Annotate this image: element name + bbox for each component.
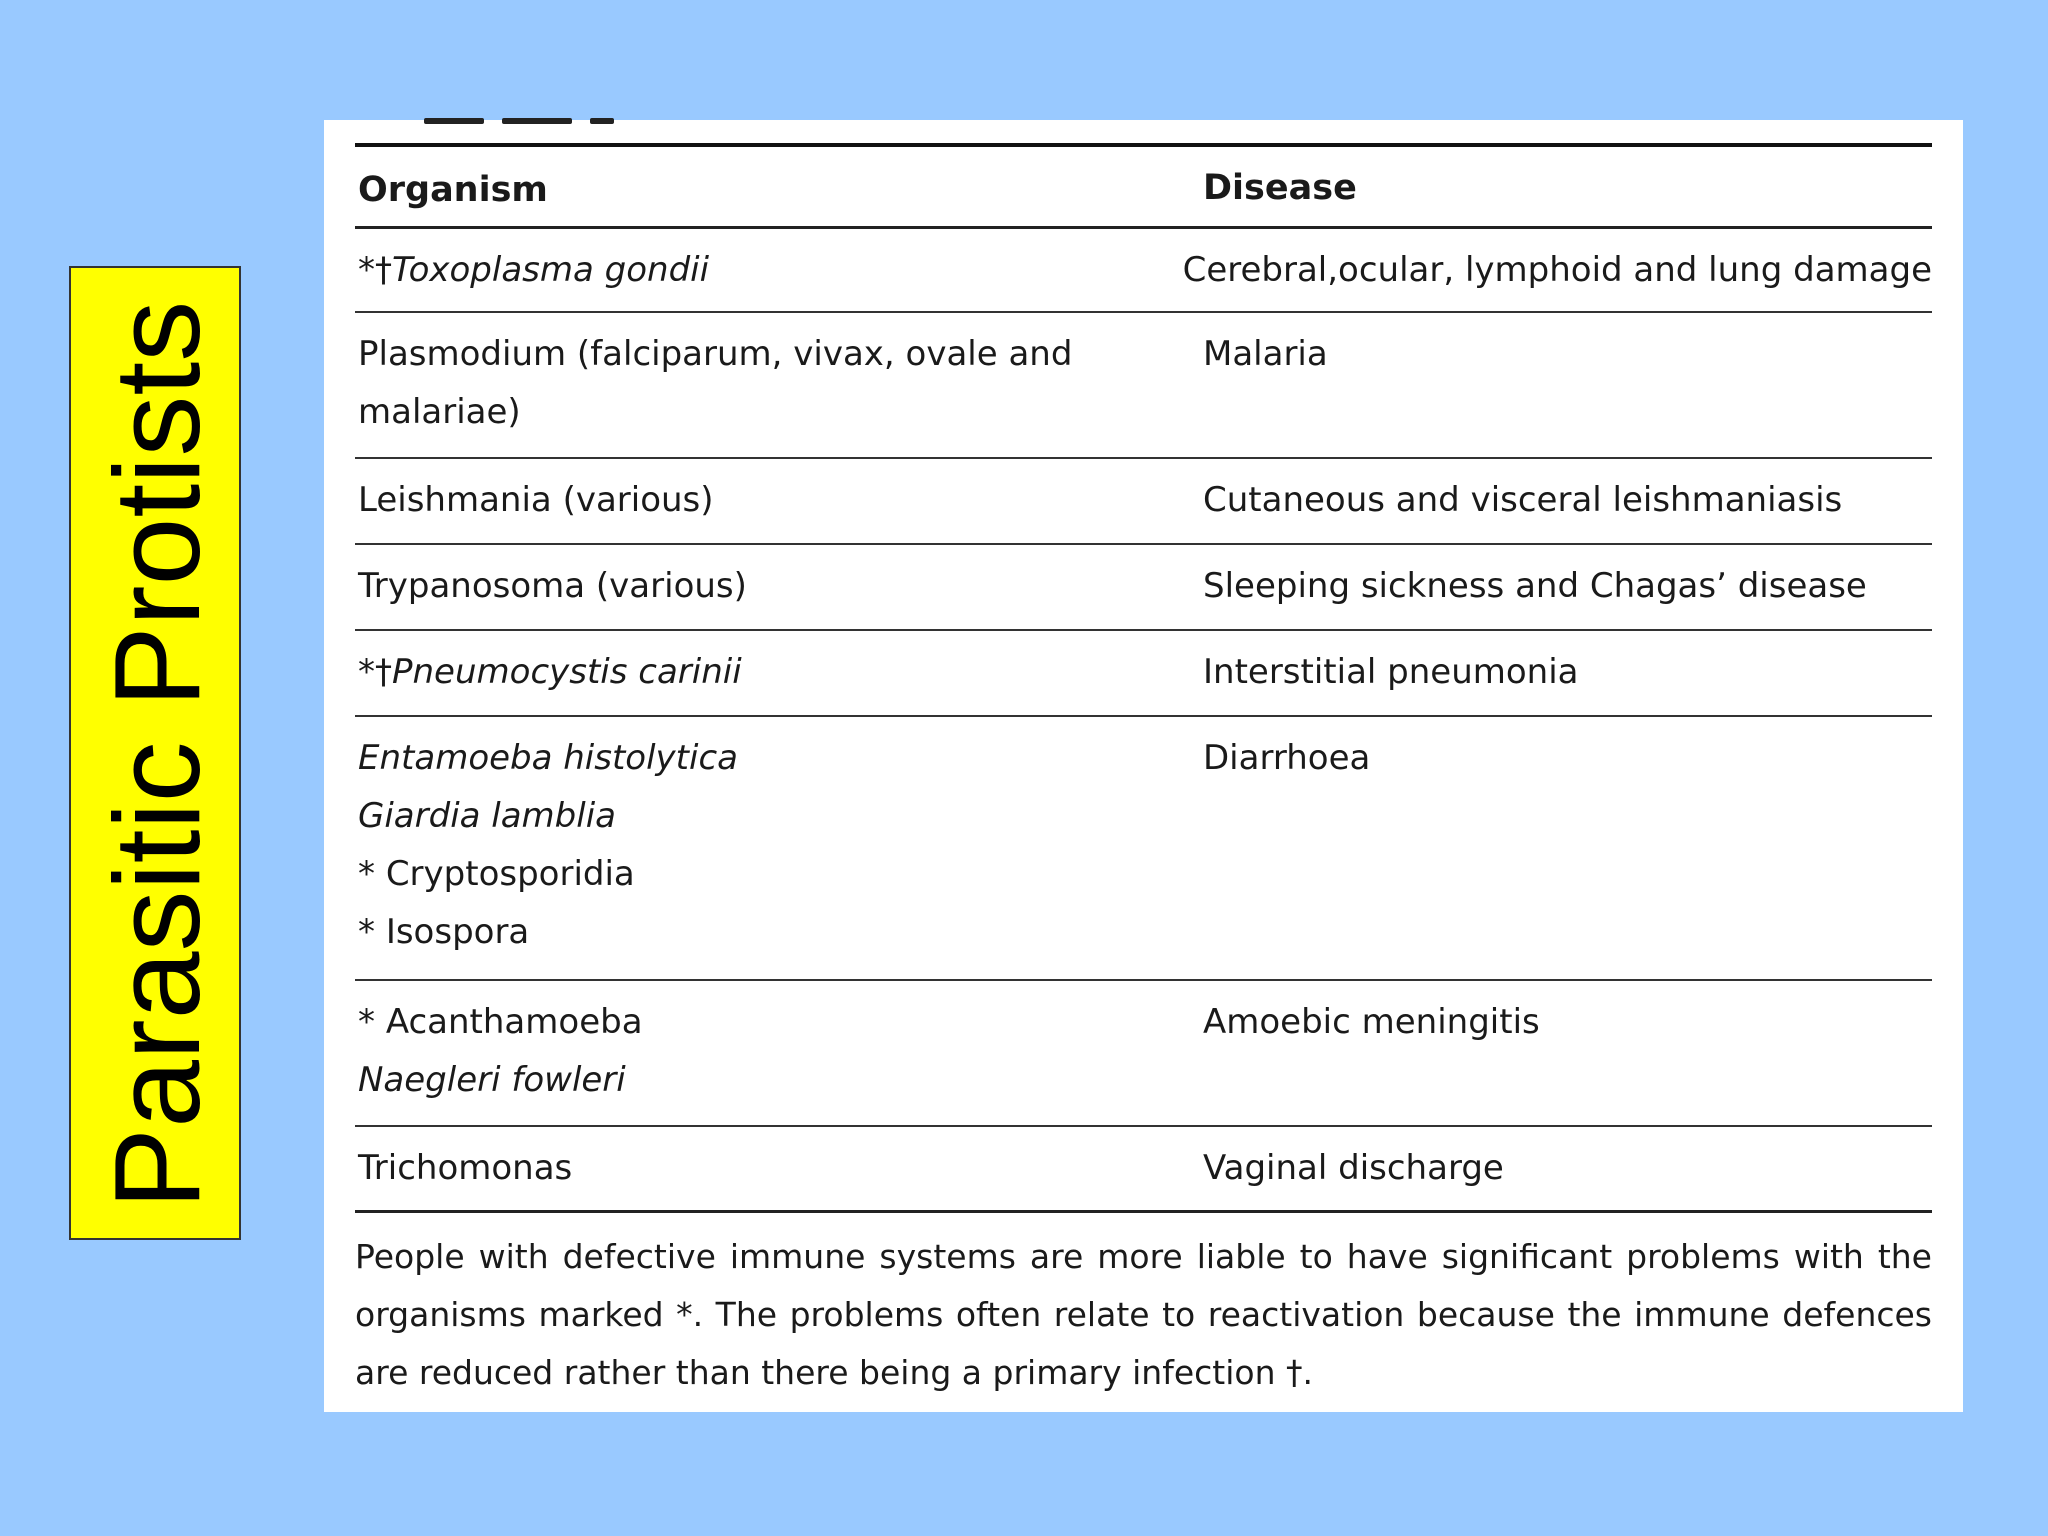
organism-cell: [355, 643, 1203, 715]
organism-name: Toxoplasma gondii: [392, 250, 710, 290]
marker-symbol: *: [358, 912, 386, 952]
organism-name: Giardia lamblia: [358, 796, 616, 836]
organism-disease-table: [355, 143, 1932, 1213]
organism-name: Isospora: [385, 912, 530, 952]
organism-line: [358, 325, 1203, 383]
organism-name: Naegleri fowleri: [358, 1060, 626, 1100]
marker-symbol: *†: [358, 652, 392, 692]
table-row: [355, 631, 1932, 717]
organism-name: malariae): [358, 392, 521, 432]
organism-name: Trichomonas: [358, 1148, 573, 1188]
organism-line: [358, 643, 1203, 701]
table-row: [355, 545, 1932, 631]
header-organism: Organism: [358, 169, 548, 210]
slide-title-box: [69, 266, 241, 1240]
organism-cell: [355, 1139, 1203, 1210]
organism-line: [358, 383, 1203, 441]
table-row: [355, 313, 1932, 459]
organism-line: [358, 557, 1203, 615]
slide-title: Parasitic Protists: [89, 300, 225, 1210]
organism-cell: [355, 471, 1203, 543]
disease-cell: Amoebic meningitis: [1203, 1002, 1540, 1042]
cropped-text-remnant: [424, 102, 664, 124]
organism-line: [358, 787, 1203, 845]
table-row: [355, 717, 1932, 981]
scanned-table-sheet: [324, 120, 1963, 1412]
table-row: [355, 981, 1932, 1127]
organism-name: Plasmodium (falciparum, vivax, ovale and: [358, 334, 1073, 374]
marker-symbol: *†: [358, 250, 392, 290]
organism-line: [358, 1139, 1203, 1197]
organism-line: [358, 729, 1203, 787]
organism-name: Pneumocystis carinii: [392, 652, 742, 692]
organism-name: Trypanosoma (various): [358, 566, 747, 606]
disease-cell: Diarrhoea: [1203, 738, 1371, 778]
disease-cell: Vaginal discharge: [1203, 1148, 1504, 1188]
organism-cell: [355, 241, 1183, 311]
table-header-row: [355, 147, 1932, 229]
organism-line: [358, 1051, 1203, 1109]
disease-cell: Cerebral,ocular, lymphoid and lung damage: [1182, 250, 1932, 290]
organism-line: [358, 241, 1183, 299]
disease-cell: Interstitial pneumonia: [1203, 652, 1579, 692]
table-footnote: People with defective immune systems are more liable to have significant problems with the organisms marked *. The problems often relate to reactivation because the immune defences are reduced rather than there being a primary infection †.: [355, 1237, 1932, 1392]
organism-line: [358, 903, 1203, 961]
organism-name: Acanthamoeba: [385, 1002, 643, 1042]
organism-line: [358, 471, 1203, 529]
table-body: [355, 229, 1932, 1213]
marker-symbol: *: [358, 854, 386, 894]
organism-cell: [355, 993, 1203, 1125]
marker-symbol: *: [358, 1002, 386, 1042]
organism-cell: [355, 729, 1203, 979]
table-row: [355, 1127, 1932, 1213]
organism-name: Entamoeba histolytica: [358, 738, 738, 778]
organism-cell: [355, 325, 1203, 457]
disease-cell: Cutaneous and visceral leishmaniasis: [1203, 480, 1843, 520]
disease-cell: Malaria: [1203, 334, 1328, 374]
organism-line: [358, 993, 1203, 1051]
organism-name: Cryptosporidia: [385, 854, 635, 894]
header-disease: Disease: [1203, 167, 1357, 208]
disease-cell: Sleeping sickness and Chagas’ disease: [1203, 566, 1867, 606]
organism-cell: [355, 557, 1203, 629]
organism-line: [358, 845, 1203, 903]
table-row: [355, 229, 1932, 313]
table-row: [355, 459, 1932, 545]
organism-name: Leishmania (various): [358, 480, 714, 520]
